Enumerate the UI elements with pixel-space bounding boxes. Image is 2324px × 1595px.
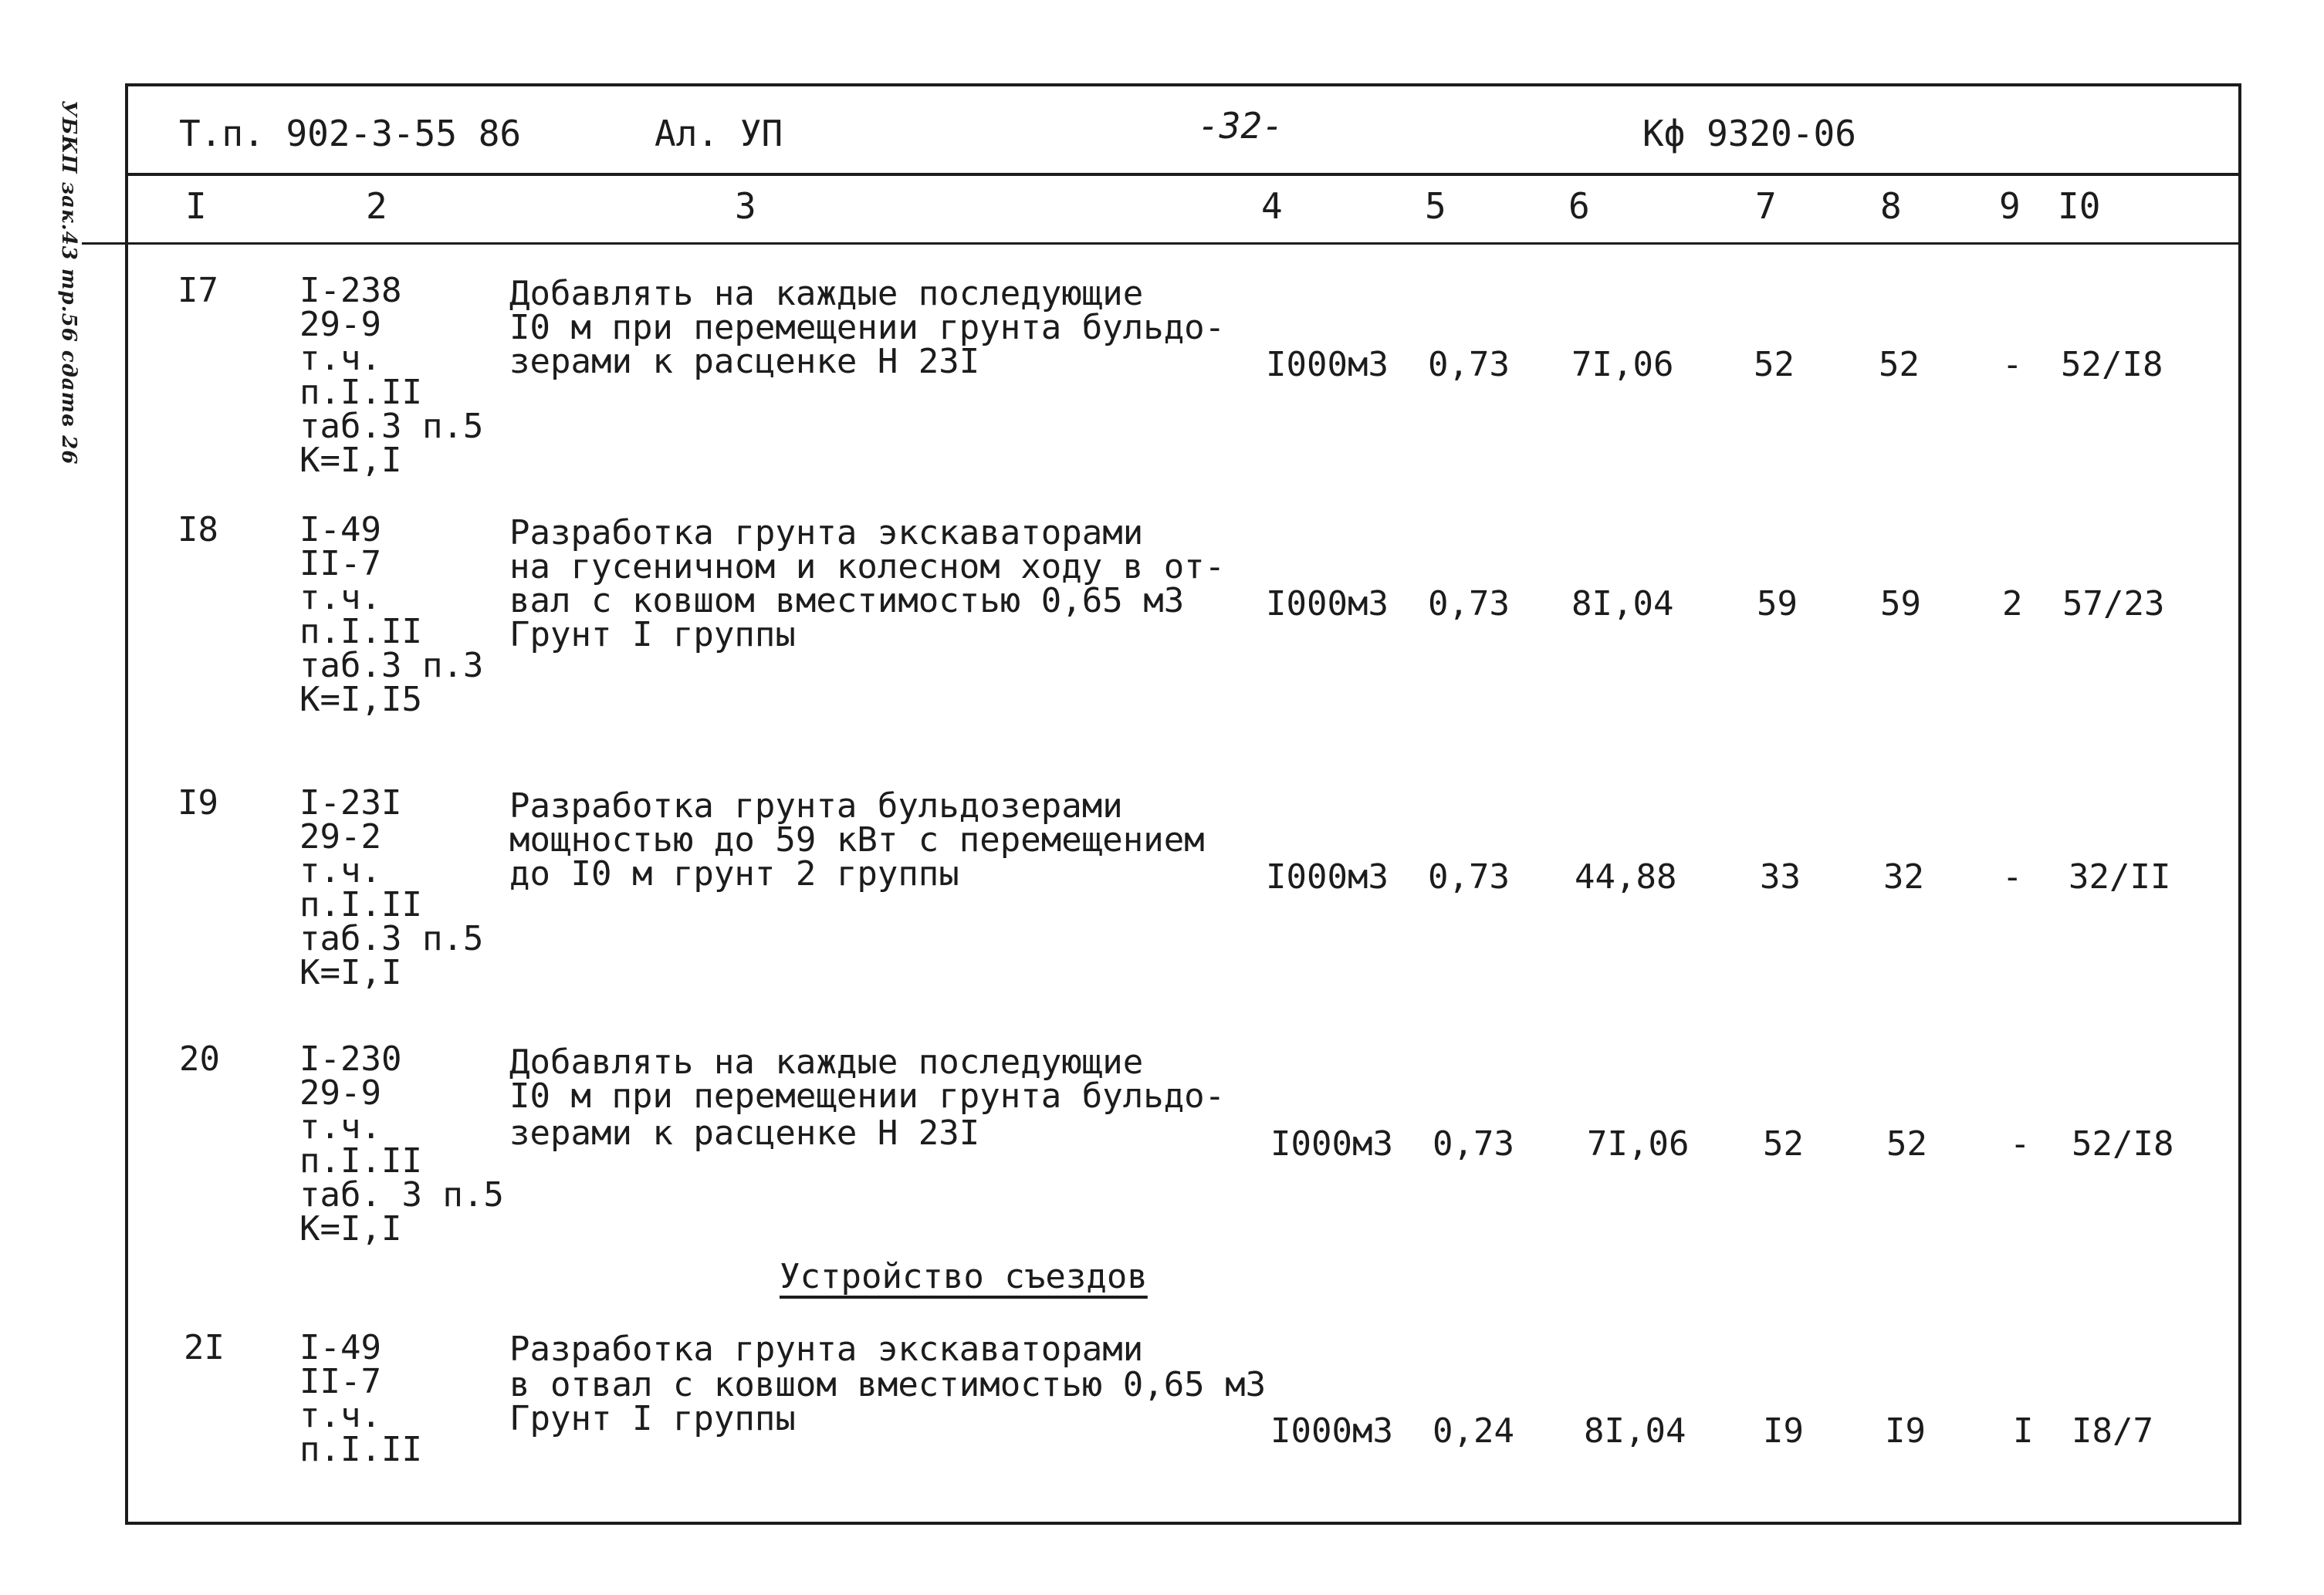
- qty-cell: 0,73: [1433, 1124, 1514, 1164]
- col9-cell: -: [2002, 857, 2023, 897]
- price-cell: 8I,04: [1571, 584, 1674, 623]
- column-header-4: 4: [1261, 185, 1283, 227]
- row-number: 2I: [184, 1328, 225, 1367]
- description-line: зерами к расценке Н 23I: [509, 1113, 980, 1153]
- project-number: Т.п. 902-3-55 86: [179, 113, 522, 154]
- ref-line: I-230: [299, 1039, 402, 1079]
- col9-cell: 2: [2002, 584, 2023, 623]
- column-header-6: 6: [1568, 185, 1590, 227]
- col9-cell: I: [2013, 1411, 2034, 1451]
- ref-line: т.ч.: [299, 1396, 381, 1435]
- ref-line: 29-9: [299, 1073, 381, 1113]
- ref-line: таб. 3 п.5: [299, 1175, 504, 1215]
- ref-line: таб.3 п.5: [299, 407, 484, 446]
- ref-line: таб.3 п.3: [299, 646, 484, 685]
- album-label: Ал. УП: [655, 113, 783, 154]
- description-line: вал с ковшом вместимостью 0,65 м3: [509, 581, 1185, 620]
- col7-cell: I9: [1763, 1411, 1804, 1451]
- description-line: на гусеничном и колесном ходу в от-: [509, 547, 1226, 586]
- ref-line: таб.3 п.5: [299, 919, 484, 958]
- ref-line: п.I.II: [299, 1430, 422, 1469]
- ref-line: I-49: [299, 510, 381, 549]
- col8-cell: I9: [1885, 1411, 1926, 1451]
- column-header-1: I: [185, 185, 207, 227]
- ref-line: I-23I: [299, 783, 402, 823]
- column-header-10: I0: [2058, 185, 2101, 227]
- description-line: Добавлять на каждые последующие: [509, 274, 1144, 313]
- document-code: Кф 9320-06: [1642, 113, 1856, 154]
- description-line: Грунт I группы: [509, 615, 796, 654]
- col10-cell: 52/I8: [2061, 345, 2163, 384]
- col7-cell: 52: [1754, 345, 1795, 384]
- price-cell: 44,88: [1575, 857, 1677, 897]
- col9-cell: -: [2002, 345, 2023, 384]
- column-header-5: 5: [1425, 185, 1446, 227]
- description-line: I0 м при перемещении грунта бульдо-: [509, 1076, 1226, 1116]
- ref-line: п.I.II: [299, 373, 422, 412]
- description-line: I0 м при перемещении грунта бульдо-: [509, 308, 1226, 347]
- unit-cell: I000м3: [1266, 857, 1389, 897]
- unit-cell: I000м3: [1266, 584, 1389, 623]
- ref-line: II-7: [299, 544, 381, 583]
- row-number: I7: [178, 271, 218, 310]
- header-divider: [128, 173, 2238, 176]
- ref-line: К=I,I5: [299, 680, 422, 719]
- description-line: Разработка грунта экскаваторами: [509, 513, 1144, 553]
- row-number: 20: [179, 1039, 220, 1079]
- ref-line: т.ч.: [299, 1107, 381, 1147]
- ref-line: т.ч.: [299, 578, 381, 617]
- row-number: I9: [178, 783, 218, 823]
- unit-cell: I000м3: [1270, 1124, 1393, 1164]
- margin-stamp: [57, 100, 103, 502]
- col8-cell: 52: [1879, 345, 1920, 384]
- ref-line: 29-2: [299, 817, 381, 857]
- description-line: до I0 м грунт 2 группы: [509, 854, 959, 894]
- col8-cell: 59: [1880, 584, 1921, 623]
- description-line: Грунт I группы: [509, 1399, 796, 1438]
- description-line: Добавлять на каждые последующие: [509, 1042, 1144, 1082]
- price-cell: 7I,06: [1587, 1124, 1690, 1164]
- ref-line: т.ч.: [299, 339, 381, 378]
- description-line: Разработка грунта бульдозерами: [509, 786, 1123, 826]
- col7-cell: 33: [1760, 857, 1801, 897]
- col9-cell: -: [2010, 1124, 2031, 1164]
- ref-line: I-49: [299, 1328, 381, 1367]
- description-line: мощностью до 59 кВт с перемещением: [509, 820, 1205, 860]
- unit-cell: I000м3: [1270, 1411, 1393, 1451]
- column-header-2: 2: [366, 185, 387, 227]
- description-line: Разработка грунта экскаваторами: [509, 1330, 1144, 1369]
- ref-line: II-7: [299, 1362, 381, 1401]
- column-header-3: 3: [735, 185, 756, 227]
- col10-cell: 57/23: [2062, 584, 2165, 623]
- price-cell: 8I,04: [1584, 1411, 1686, 1451]
- column-header-9: 9: [1999, 185, 2021, 227]
- table-frame: [125, 83, 2241, 1525]
- column-header-divider: [82, 242, 2238, 245]
- qty-cell: 0,73: [1428, 345, 1510, 384]
- unit-cell: I000м3: [1266, 345, 1389, 384]
- col10-cell: I8/7: [2072, 1411, 2153, 1451]
- ref-line: п.I.II: [299, 1141, 422, 1181]
- ref-line: К=I,I: [299, 1209, 402, 1249]
- qty-cell: 0,73: [1428, 857, 1510, 897]
- ref-line: т.ч.: [299, 851, 381, 890]
- ref-line: К=I,I: [299, 953, 402, 992]
- col10-cell: 52/I8: [2072, 1124, 2174, 1164]
- column-header-8: 8: [1880, 185, 1902, 227]
- description-line: в отвал с ковшом вместимостью 0,65 м3: [509, 1365, 1267, 1404]
- page-number: -32-: [1198, 105, 1284, 147]
- qty-cell: 0,73: [1428, 584, 1510, 623]
- ref-line: 29-9: [299, 305, 381, 344]
- col10-cell: 32/II: [2069, 857, 2171, 897]
- price-cell: 7I,06: [1571, 345, 1674, 384]
- col7-cell: 52: [1763, 1124, 1804, 1164]
- column-header-7: 7: [1755, 185, 1777, 227]
- description-line: зерами к расценке Н 23I: [509, 342, 980, 381]
- col7-cell: 59: [1757, 584, 1798, 623]
- ref-line: п.I.II: [299, 612, 422, 651]
- ref-line: I-238: [299, 271, 402, 310]
- margin-stamp-text: УБКП зак.43 тр.56 сдатв 26: [57, 100, 80, 465]
- col8-cell: 32: [1883, 857, 1924, 897]
- row-number: I8: [178, 510, 218, 549]
- ref-line: К=I,I: [299, 441, 402, 480]
- ref-line: п.I.II: [299, 885, 422, 924]
- section-heading: Устройство съездов: [780, 1257, 1148, 1296]
- col8-cell: 52: [1886, 1124, 1927, 1164]
- qty-cell: 0,24: [1433, 1411, 1514, 1451]
